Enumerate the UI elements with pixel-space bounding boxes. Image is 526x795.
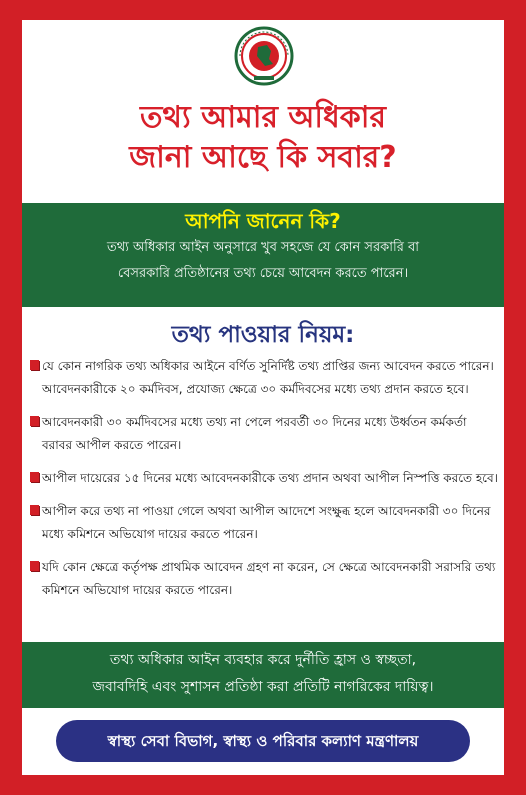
closing-line-1: তথ্য অধিকার আইন ব্যবহার করে দুর্নীতি হ্রাস ও স্বচ্ছতা,	[109, 652, 417, 668]
rule-text: আপীল করে তথ্য না পাওয়া গেলে অথবা আপীল আদেশে সংক্ষুব্ধ হলে আবেদনকারী ৩০ দিনের মধ্যে কমিশনে অভিযোগ দায়ের করতে পারেন।	[42, 504, 491, 541]
square-bullet-icon	[30, 472, 39, 482]
square-bullet-icon	[30, 505, 39, 515]
intro-line-2: বেসরকারি প্রতিষ্ঠানের তথ্য চেয়ে আবেদন করতে পারেন।	[117, 266, 409, 281]
headline-line-1: তথ্য আমার অধিকার	[140, 100, 386, 135]
government-seal-icon	[234, 26, 294, 86]
list-item	[30, 467, 498, 490]
rules-title: তথ্য পাওয়ার নিয়ম:	[171, 322, 355, 348]
list-item	[30, 355, 498, 401]
square-bullet-icon	[30, 360, 39, 370]
closing-band	[22, 642, 504, 708]
rule-text: আপীল দায়েরের ১৫ দিনের মধ্যে আবেদনকারীকে তথ্য প্রদান অথবা আপীল নিস্পত্তি করতে হবে।	[42, 471, 498, 485]
headline-line-2: জানা আছে কি সবার?	[129, 140, 397, 175]
square-bullet-icon	[30, 416, 39, 426]
ministry-footer: স্বাস্থ্য সেবা বিভাগ, স্বাস্থ্য ও পরিবার কল্যাণ মন্ত্রণালয়	[56, 720, 470, 762]
rule-text: যে কোন নাগরিক তথ্য অধিকার আইনে বর্ণিত সুনির্দিষ্ট তথ্য প্রাপ্তির জন্য আবেদন করতে পারেন। আবেদনকারীকে ২০ কর্মদিবস, প্রযোজ্য ক্ষেত্রে ৩০ কর্মদিবসের মধ্যে তথ্য প্রদান করতে হবে।	[42, 359, 494, 396]
rule-text: আবেদনকারী ৩০ কর্মদিবসের মধ্যে তথ্য না পেলে পরবর্তী ৩০ দিনের মধ্যে উর্ধ্বতন কর্মকর্তা বরাবর আপীল করতে পারেন।	[42, 415, 467, 452]
intro-band	[22, 203, 504, 307]
poster-panel	[22, 20, 504, 775]
rules-list	[30, 355, 498, 612]
intro-question: আপনি জানেন কি?	[185, 209, 341, 233]
list-item	[30, 500, 498, 546]
headline	[22, 98, 504, 178]
closing-line-2: জবাবদিহি এবং সুশাসন প্রতিষ্ঠা করা প্রতিটি নাগরিকের দায়িত্ব।	[92, 679, 434, 695]
list-item	[30, 556, 498, 602]
list-item	[30, 411, 498, 457]
square-bullet-icon	[30, 561, 39, 571]
intro-line-1: তথ্য অধিকার আইন অনুসারে খুব সহজে যে কোন সরকারি বা	[106, 240, 420, 255]
rule-text: যদি কোন ক্ষেত্রে কর্তৃপক্ষ প্রাথমিক আবেদন গ্রহণ না করেন, সে ক্ষেত্রে আবেদনকারী সরাসরি তথ্য কমিশনে অভিযোগ দায়ের করতে পারেন।	[42, 560, 496, 597]
